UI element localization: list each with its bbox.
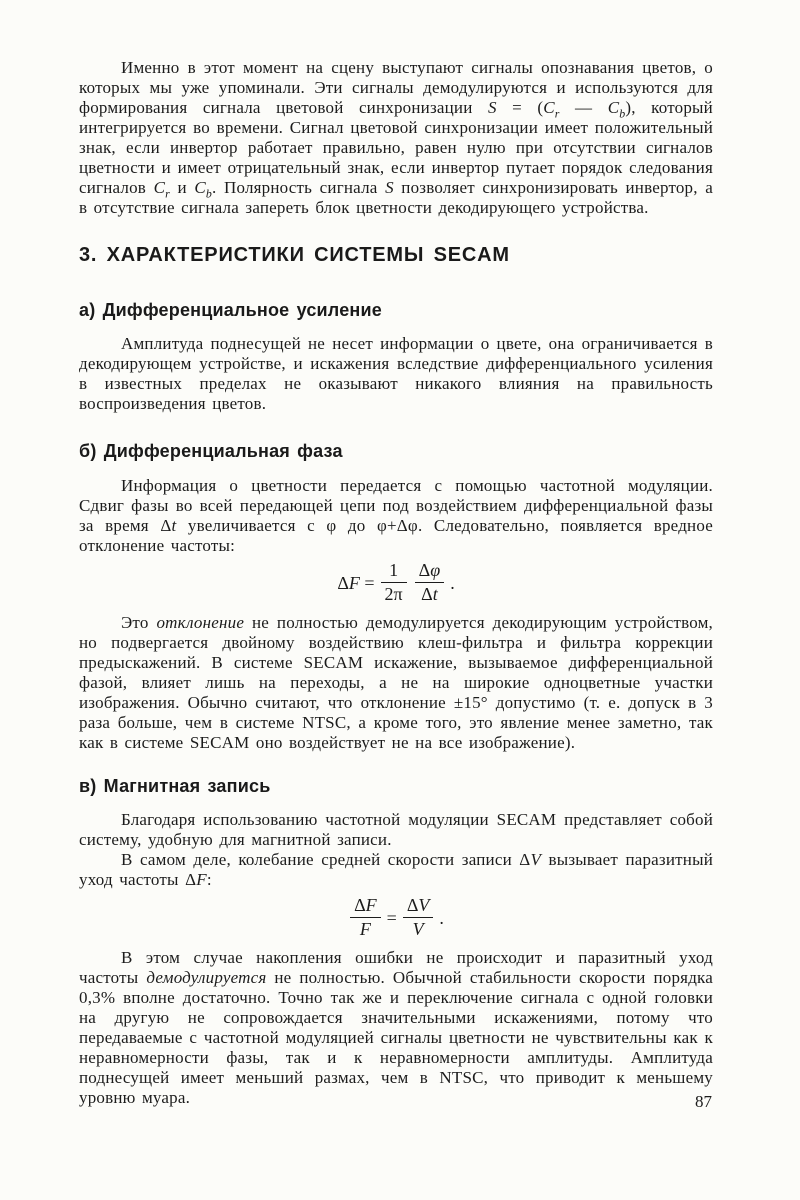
paragraph-differential-phase-1: Информация о цветности передается с помощью частотной модуляции. Сдвиг фазы во всей передающей цепи под воздействием дифференциальной фазы за время Δt увеличивается с φ до φ+Δφ. Следовательно, появляется вредное отклонение частоты: [79,476,713,555]
fraction-denominator: V [412,919,424,939]
fraction-denominator: F [359,919,371,939]
subsection-heading-magnetic-recording: в) Магнитная запись [79,776,271,796]
subsection-heading-differential-gain: а) Дифференциальное усиление [79,300,382,320]
formula-lhs: ΔF = [337,572,375,593]
fraction-dphi-over-dt [415,561,445,604]
paragraph-magnetic-recording-1: Благодаря использованию частотной модуляции SECAM представляет собой систему, удобную для магнитной записи. [79,810,713,849]
formula-period: . [439,907,444,928]
page-content [79,58,713,1108]
fraction-denominator: Δt [421,584,438,604]
subsection-heading-differential-phase: б) Дифференциальная фаза [79,441,343,461]
formula-period: . [450,572,455,593]
paragraph-differential-gain: Амплитуда поднесущей не несет информации о цвете, она ограничивается в декодирующем устройстве, и искажения вследствие дифференциального усиления в известных пределах не оказывают никакого влияния на правильность воспроизведения цветов. [79,334,713,413]
formula-equals: = [386,907,397,928]
intro-paragraph: Именно в этот момент на сцену выступают сигналы опознавания цветов, о которых мы уже упоминали. Эти сигналы демодулируются и используются для формирования сигнала цветовой синхронизации $S = (C_r$ — $C_b$), который интегрируется во времени. Сигнал цветовой синхронизации имеет положительный знак, если инвертор работает правильно, равен нулю при отсутствии сигналов цветности и имеет отрицательный знак, если инвертор путает порядок следования сигналов $C_r$ и $C_b$. Полярность сигнала S позволяет синхронизировать инвертор, а в отсутствие сигнала запереть блок цветности декодирующего устройства. [79,58,713,217]
fraction-df-over-f [350,896,381,939]
fraction-numerator: ΔF [350,896,381,918]
paragraph-magnetic-recording-2: В самом деле, колебание средней скорости записи ΔV вызывает паразитный уход частоты ΔF: [79,850,713,889]
fraction-dv-over-v [403,896,434,939]
fraction-one-over-two-pi [381,561,407,604]
formula-frequency-deviation [79,561,713,604]
fraction-numerator: Δφ [415,561,445,583]
fraction-numerator: ΔV [403,896,434,918]
fraction-numerator: 1 [381,561,407,583]
paragraph-magnetic-recording-3: В этом случае накопления ошибки не происходит и паразитный уход частоты демодулируется не полностью. Обычной стабильности скорости порядка 0,3% вполне достаточно. Точно так же и переключение сигнала с одной головки на другую не сопровождается значительными искажениями, потому что передаваемые с частотной модуляцией сигналы цветности не чувствительны как к неравномерности фазы, так и к неравномерности амплитуды. Амплитуда поднесущей имеет меньший размах, чем в NTSC, что приводит к меньшему уровню муара. [79,948,713,1107]
page-number: 87 [695,1092,712,1111]
paragraph-differential-phase-2: Это отклонение не полностью демодулируется декодирующим устройством, но подвергается двойному воздействию клеш-фильтра и фильтра коррекции предыскажений. В системе SECAM искажение, вызываемое дифференциальной фазой, влияет лишь на переходы, а не на широкие одноцветные участки изображения. Обычно считают, что отклонение ±15° допустимо (т. е. допуск в 3 раза больше, чем в системе NTSC, а кроме того, это явление менее заметно, так как в системе SECAM оно воздействует не на все изображение). [79,613,713,752]
formula-relative-frequency-shift [79,896,713,939]
section-heading: 3. ХАРАКТЕРИСТИКИ СИСТЕМЫ SECAM [79,244,510,266]
fraction-denominator: 2π [384,584,403,604]
